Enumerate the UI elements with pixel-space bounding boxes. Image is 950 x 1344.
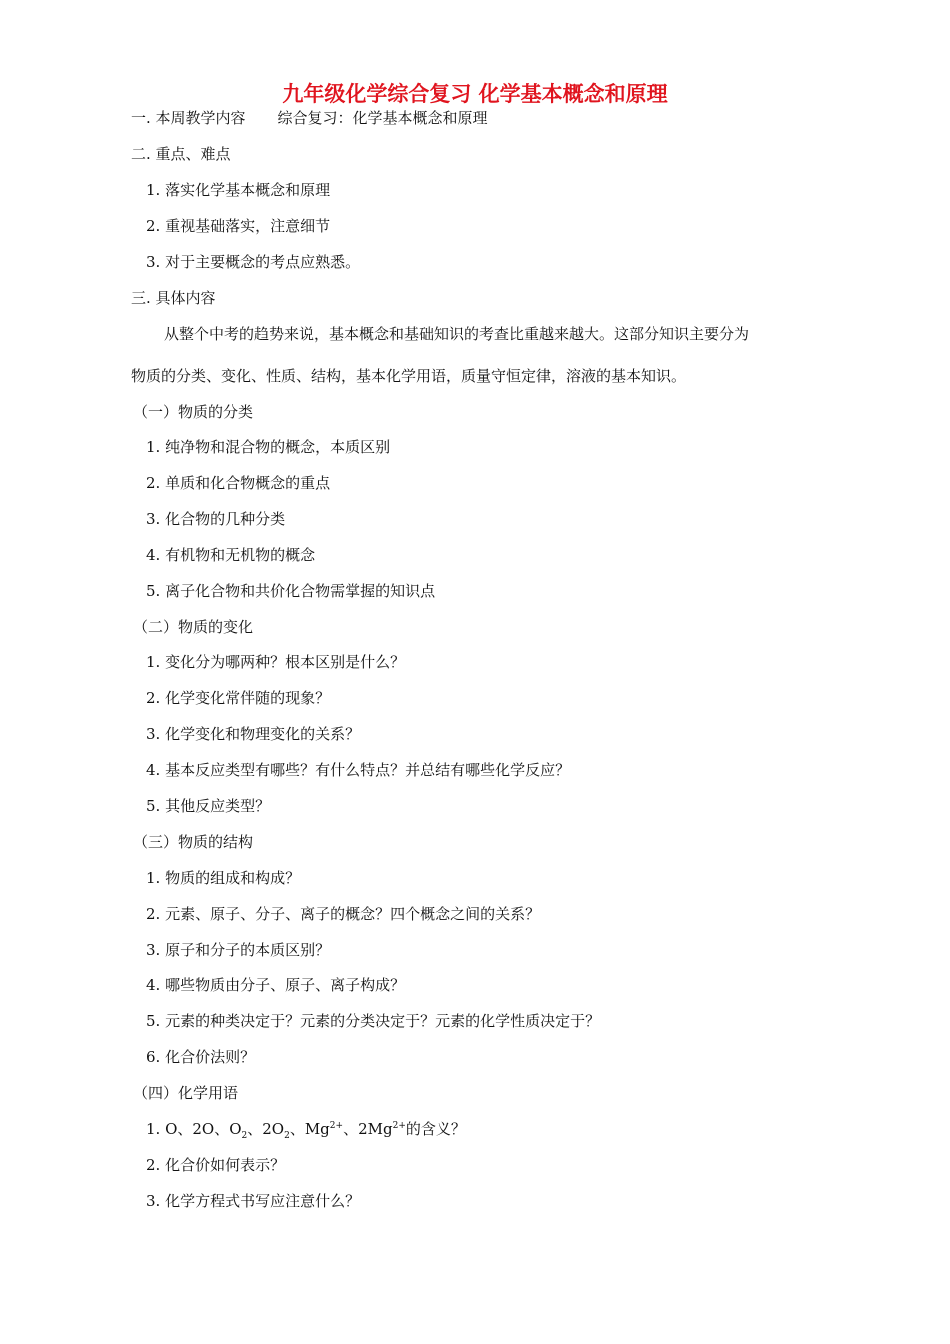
subsection-2-heading: （二）物质的变化 <box>133 618 254 636</box>
list-item: 5. 离子化合物和共价化合物需掌握的知识点 <box>146 582 436 600</box>
list-item: 3. 对于主要概念的考点应熟悉。 <box>146 253 361 271</box>
subsection-4-heading: （四）化学用语 <box>133 1084 239 1102</box>
section-2-heading: 二. 重点、难点 <box>131 145 231 163</box>
list-item: 4. 哪些物质由分子、原子、离子构成？ <box>146 976 406 994</box>
subsection-3-heading: （三）物质的结构 <box>133 833 254 851</box>
paragraph-line-1: 从整个中考的趋势来说，基本概念和基础知识的考查比重越来越大。这部分知识主要分为 <box>164 325 750 343</box>
list-item: 4. 有机物和无机物的概念 <box>146 546 316 564</box>
section-1-heading <box>131 108 488 128</box>
list-item: 3. 化合物的几种分类 <box>146 510 286 528</box>
list-item: 1. 纯净物和混合物的概念，本质区别 <box>146 438 391 456</box>
list-item: 2. 重视基础落实，注意细节 <box>146 217 331 235</box>
list-item: 5. 元素的种类决定于？元素的分类决定于？元素的化学性质决定于？ <box>146 1012 601 1030</box>
list-item: 2. 单质和化合物概念的重点 <box>146 474 331 492</box>
section-1-label: 一. 本周教学内容 <box>131 109 246 127</box>
document-title: 九年级化学综合复习 化学基本概念和原理 <box>282 82 668 106</box>
subsection-1-heading: （一）物质的分类 <box>133 403 254 421</box>
list-item: 6. 化合价法则？ <box>146 1048 256 1066</box>
section-1-content: 综合复习：化学基本概念和原理 <box>277 109 488 127</box>
list-item: 2. 元素、原子、分子、离子的概念？四个概念之间的关系？ <box>146 905 541 923</box>
section-3-heading: 三. 具体内容 <box>131 289 216 307</box>
list-item: 1. 落实化学基本概念和原理 <box>146 181 331 199</box>
list-item: 1. 物质的组成和构成？ <box>146 869 301 887</box>
list-item: 2. 化合价如何表示？ <box>146 1156 286 1174</box>
list-item: 1. 变化分为哪两种？根本区别是什么？ <box>146 653 406 671</box>
list-item: 2. 化学变化常伴随的现象？ <box>146 689 331 707</box>
list-item: 3. 化学方程式书写应注意什么？ <box>146 1192 361 1210</box>
list-item: 4. 基本反应类型有哪些？有什么特点？并总结有哪些化学反应？ <box>146 761 571 779</box>
list-item: 5. 其他反应类型？ <box>146 797 271 815</box>
paragraph-line-2: 物质的分类、变化、性质、结构，基本化学用语，质量守恒定律，溶液的基本知识。 <box>131 367 687 385</box>
list-item-chemical-symbols: 1. O、2O、$O_2$、$2O_2$、$Mg^{2+}$、$2Mg^{2+}$的含义？ <box>146 1120 466 1141</box>
list-item: 3. 原子和分子的本质区别？ <box>146 941 331 959</box>
list-item: 3. 化学变化和物理变化的关系？ <box>146 725 361 743</box>
